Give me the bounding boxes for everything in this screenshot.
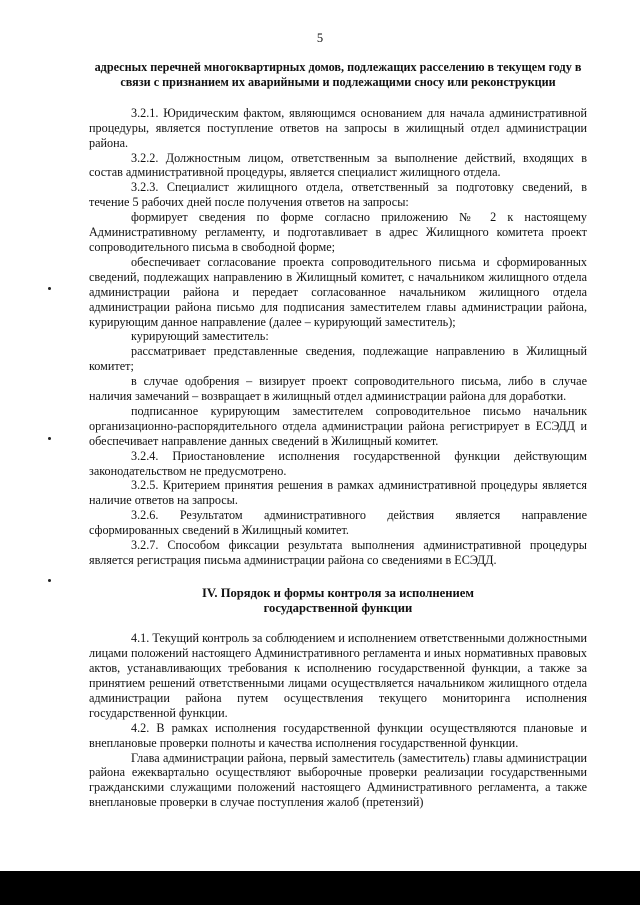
paragraph-forms-info: формирует сведения по форме согласно приложению № 2 к настоящему Административному регламенту, и подготавливает в адрес Жилищного комитета проект сопроводительного письма в свободной форме; <box>89 210 587 254</box>
paragraph-4-1: 4.1. Текущий контроль за соблюдением и исполнением ответственными должностными лицами положений настоящего Административного регламента и иных нормативных правовых актов, устанавливающих требования к исполнению государственной функции, а также за принятием решений ответственными лицами осуществляется начальником жилищного отдела администрации района путем осуществления текущего мониторинга исполнения государственной функции. <box>89 631 587 720</box>
scan-bottom-edge <box>0 871 640 905</box>
paragraph-reviews: рассматривает представленные сведения, подлежащие направлению в Жилищный комитет; <box>89 344 587 374</box>
paragraph-3-2-1: 3.2.1. Юридическим фактом, являющимся основанием для начала административной процедуры, является поступление ответов на запросы в жилищный отдел администрации района. <box>89 105 587 150</box>
paragraph-head-inspections: Глава администрации района, первый заместитель (заместитель) главы администрации района ежеквартально осуществляют выборочные проверки реализации государственными гражданскими служащими положений настоящего Административного регламента, а также внеплановые проверки в случае поступления жалоб (претензий) <box>89 750 587 810</box>
scan-speck <box>48 287 51 290</box>
section-4-heading <box>89 586 587 616</box>
section-3-paragraphs <box>89 106 587 568</box>
paragraph-3-2-5: 3.2.5. Критерием принятия решения в рамках административной процедуры является наличие ответов на запросы. <box>89 478 587 508</box>
paragraph-approval-case: в случае одобрения – визирует проект сопроводительного письма, либо в случае наличия замечаний – возвращает в жилищный отдел администрации района для доработки. <box>89 374 587 404</box>
document-body <box>89 60 587 810</box>
section-heading-line2: государственной функции <box>263 601 413 616</box>
section-heading-line1: IV. Порядок и формы контроля за исполнением <box>202 585 474 600</box>
paragraph-3-2-3: 3.2.3. Специалист жилищного отдела, ответственный за подготовку сведений, в течение 5 рабочих дней после получения ответов на запросы: <box>89 180 587 210</box>
page-number: 5 <box>316 31 324 45</box>
section-4-paragraphs <box>89 631 587 810</box>
paragraph-deputy: курирующий заместитель: <box>131 329 269 344</box>
scan-speck <box>48 437 51 440</box>
paragraph-3-2-4: 3.2.4. Приостановление исполнения государственной функции действующим законодательством не предусмотрено. <box>89 448 587 478</box>
scan-speck <box>48 579 51 582</box>
intro-heading: адресных перечней многоквартирных домов, подлежащих расселению в текущем году в связи с признанием их аварийными и подлежащими сносу или реконструкции <box>94 60 582 89</box>
paragraph-4-2: 4.2. В рамках исполнения государственной функции осуществляются плановые и внеплановые проверки полноты и качества исполнения государственной функции. <box>89 720 587 750</box>
paragraph-ensures-approval: обеспечивает согласование проекта сопроводительного письма и сформированных сведений, подлежащих направлению в Жилищный комитет, с начальником жилищного отдела администрации района и передает согласованное начальником жилищного отдела администрации района письмо для подписания заместителем главы администрации района, курирующим данное направление (далее – курирующий заместитель); <box>89 254 587 329</box>
paragraph-3-2-7: 3.2.7. Способом фиксации результата выполнения административной процедуры является регистрация письма администрации района со сведениями в ЕСЭДД. <box>89 538 587 567</box>
paragraph-3-2-6: 3.2.6. Результатом административного действия является направление сформированных сведений в Жилищный комитет. <box>89 508 587 538</box>
paragraph-signed-letter: подписанное курирующим заместителем сопроводительное письмо начальник организационно-распорядительного отдела администрации района регистрирует в ЕСЭДД и обеспечивает направление данных сведений в Жилищный комитет. <box>89 403 587 448</box>
paragraph-3-2-2: 3.2.2. Должностным лицом, ответственным за выполнение действий, входящих в состав административной процедуры, является специалист жилищного отдела. <box>89 150 587 180</box>
